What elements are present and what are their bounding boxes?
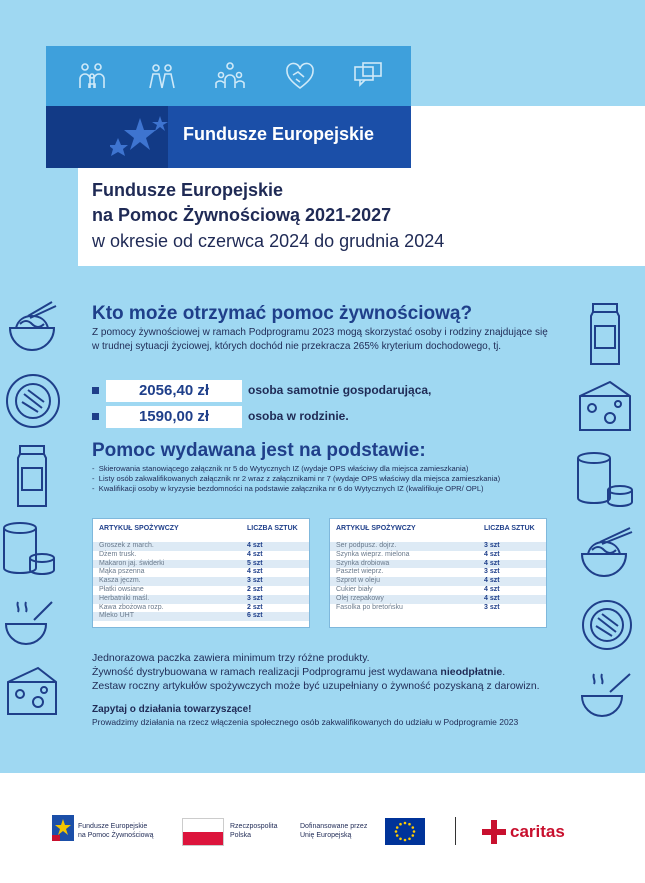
cheese-icon (6, 664, 58, 716)
plate-icon (4, 372, 62, 430)
eligibility-heading: Kto może otrzymać pomoc żywnościową? (92, 303, 473, 324)
cheese-icon (578, 378, 634, 434)
invite-text: Prowadzimy działania na rzecz włączenia społecznego osób zakwalifikowanych do udziału w Podprogramie 2023 (92, 717, 519, 727)
table-row: Szynka wieprz. mielona 4 szt (336, 550, 500, 558)
eu-stars-icon (110, 114, 170, 162)
title-line-1: Fundusze Europejskie (92, 180, 284, 200)
income-family (92, 406, 472, 428)
list-item: - Skierowania stanowiącego załącznik nr 5 do Wytycznych IZ (wydaje OPS właściwy dla miejsca zamieszkania) (92, 464, 469, 473)
rp-logo-text: Rzeczpospolita Polska (230, 823, 278, 839)
eligibility-text: Z pomocy żywnościowej w ramach Podprogramu 2023 mogą skorzystać osoby i rodziny znajdujące się w trudnej sytuacji życiowej, których dochód nie przekracza 265% kryterium dochodowego, tj. (92, 327, 548, 352)
fe-logo-icon (52, 815, 74, 841)
pasta-bowl-icon (6, 298, 62, 358)
invite-heading: Zapytaj o działania towarzyszące! (92, 704, 252, 715)
caritas-logo-text: caritas (510, 822, 565, 841)
table-row: Ser podpusz. dojrz. 3 szt (330, 542, 546, 551)
chat-icon (352, 60, 384, 92)
table-row: Makaron jaj. świderki 5 szt (93, 560, 309, 569)
cans-icon (0, 520, 58, 578)
table-row: Groszek z march. 4 szt (93, 542, 309, 551)
fe-logo-text: Fundusze Europejskie na Pomoc Żywnościową (78, 823, 154, 839)
pasta-bowl-icon (578, 524, 636, 582)
bullet-square (92, 387, 99, 394)
title-line-2: na Pomoc Żywnościową 2021-2027 (92, 205, 392, 225)
income-single (92, 380, 472, 402)
table-row: Płatki owsiane 2 szt (99, 585, 263, 593)
footer (0, 773, 645, 883)
polish-flag (182, 818, 224, 846)
table-row: Kawa zbożowa rozp. 2 szt (99, 603, 263, 611)
fe-brand-title: Fundusze Europejskie (183, 124, 375, 144)
table-row: Mleko UHT 6 szt (93, 612, 309, 621)
eu-logo-text: Dofinansowane przez Unię Europejską (300, 823, 368, 839)
plate-icon (580, 598, 634, 652)
table-row: Mąka pszenna 4 szt (99, 568, 263, 576)
table-row: Cukier biały 4 szt (336, 585, 500, 593)
soup-bowl-icon (4, 598, 56, 650)
income-label: osoba samotnie gospodarująca, (248, 383, 432, 397)
table-row: Szynka drobiowa 4 szt (330, 560, 546, 569)
basis-heading: Pomoc wydawana jest na podstawie: (92, 440, 426, 461)
table-row: Dżem trusk. 4 szt (99, 550, 263, 558)
table-header: ARTYKUŁ SPOŻYWCZY LICZBA SZTUK (336, 525, 535, 532)
income-amount: 1590,00 zł (106, 406, 242, 428)
table-row: Pasztet wieprz. 3 szt (336, 568, 500, 576)
soup-bowl-icon (580, 670, 634, 722)
caritas-cross-icon (482, 820, 506, 844)
bullet-square (92, 413, 99, 420)
divider (455, 817, 456, 845)
list-item: - Listy osób zakwalifikowanych załącznik nr 2 wraz z załącznikami nr 7 (wydaje OPS właściwy dla miejsca zamieszkania) (92, 474, 501, 483)
income-amount: 2056,40 zł (106, 380, 242, 402)
closing-text: Jednorazowa paczka zawiera minimum trzy różne produkty. Żywność dystrybuowana w ramach realizacji Podprogramu jest wydawana nieodpłatnie. Zestaw roczny artykułów spożywczych może być uzupełniany o żywność pozyskaną z darowizn. (92, 652, 540, 692)
products-table-right (329, 518, 547, 628)
eu-flag-icon (385, 818, 425, 845)
cans-icon (574, 450, 636, 512)
table-row: Kasza jęczm. 3 szt (93, 577, 309, 586)
handshake-icon (284, 60, 316, 92)
family-icon (76, 60, 108, 92)
group-icon (214, 60, 246, 92)
table-row: Szprot w oleju 4 szt (330, 577, 546, 586)
header-icon-bar (46, 46, 411, 106)
milk-carton-icon (588, 302, 622, 366)
title-line-3: w okresie od czerwca 2024 do grudnia 2024 (92, 231, 445, 251)
people-icon (146, 60, 178, 92)
products-table-left (92, 518, 310, 628)
table-row: Fasolka po bretońsku 3 szt (336, 603, 500, 611)
income-label: osoba w rodzinie. (248, 409, 349, 423)
basis-list (92, 464, 500, 494)
fe-banner (46, 106, 411, 168)
milk-carton-icon (14, 444, 50, 508)
table-row: Olej rzepakowy 4 szt (330, 595, 546, 604)
table-row: Herbatniki maśl. 3 szt (93, 595, 309, 604)
list-item: - Kwalifikacji osoby w kryzysie bezdomności na podstawie załącznika nr 6 do Wytycznych IZ (kwalifikuje OPR/ OPL) (92, 484, 484, 493)
table-header: ARTYKUŁ SPOŻYWCZY LICZBA SZTUK (99, 525, 298, 532)
